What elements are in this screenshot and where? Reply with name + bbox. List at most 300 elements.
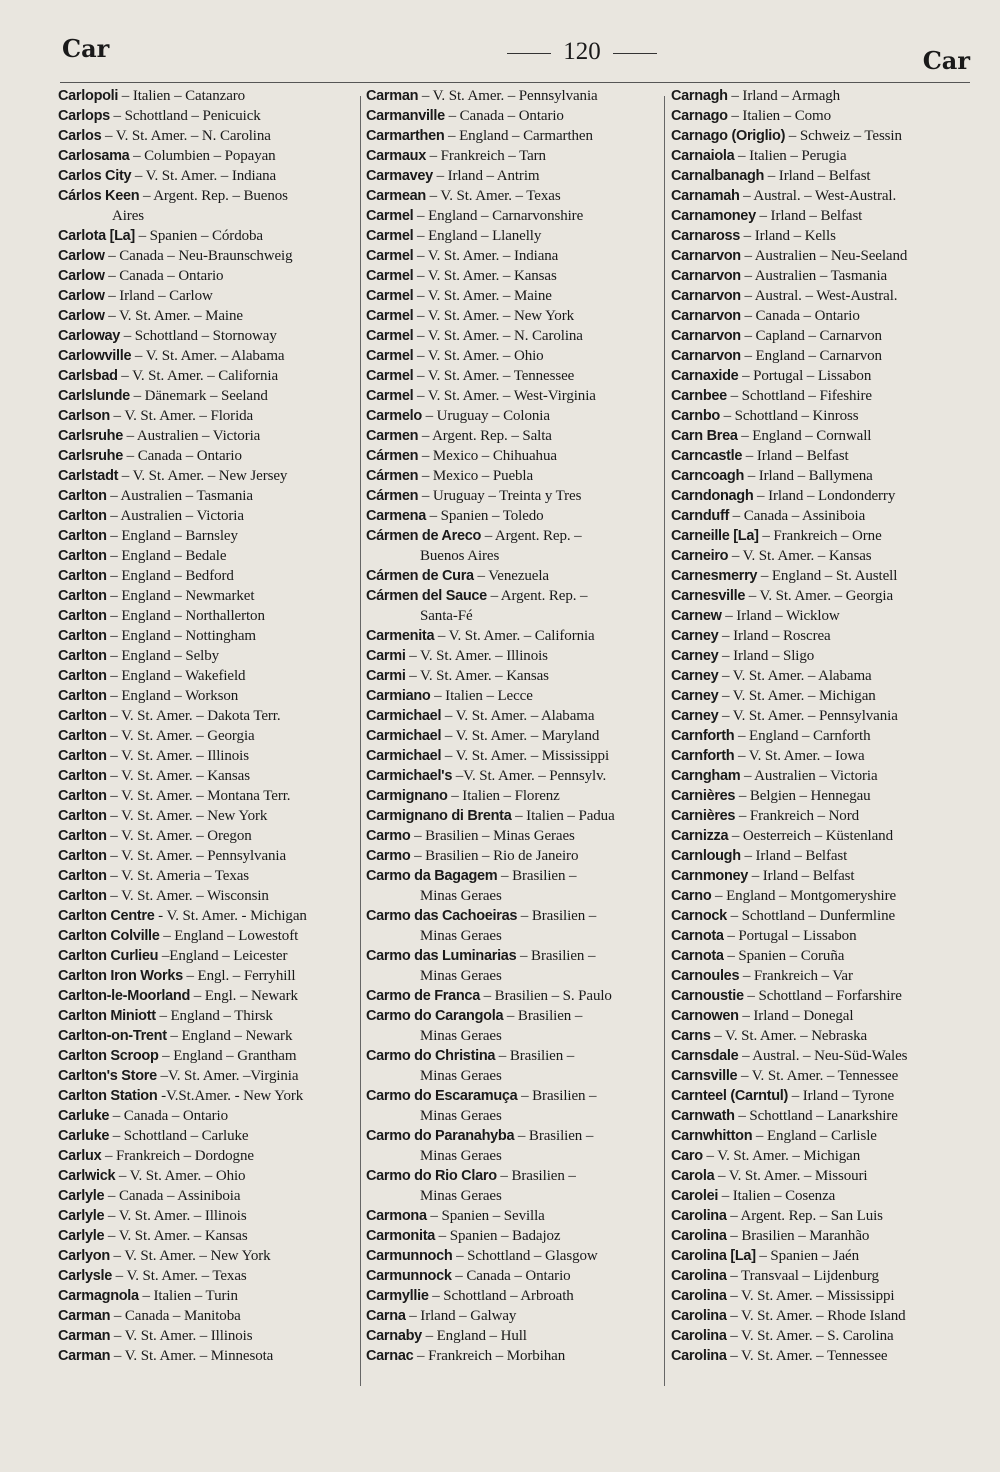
entry-place-name: Carolina [671,1288,727,1304]
gazetteer-entry [366,246,670,266]
entry-place-name: Carlow [58,308,105,324]
entry-location: – Italien – Cosenza [718,1188,836,1204]
gazetteer-entry [366,806,670,826]
entry-location: – Irland – Galway [405,1308,517,1324]
entry-location: – V. St. Amer. – Maine [413,288,552,304]
gazetteer-entry [671,306,975,326]
entry-place-name: Carnamah [671,188,740,204]
entry-place-name: Carlton [58,528,107,544]
entry-place-name: Carlton Centre [58,908,155,924]
entry-place-name: Carnmoney [671,868,749,884]
gazetteer-entry [366,486,670,506]
entry-place-name: Carnforth [671,748,735,764]
entry-location: – V. St. Amer. – Michigan [702,1148,861,1164]
entry-location: – Canada – Ontario [104,268,224,284]
gazetteer-entry [366,1166,670,1206]
entry-place-name: Carmo da Bagagem [366,868,498,884]
entry-location: – V. St. Amer. – Tennessee [413,368,575,384]
gazetteer-entry [58,446,362,466]
gazetteer-entry [671,1126,975,1146]
entry-place-name: Carmo das Cachoeiras [366,908,518,924]
gazetteer-entry [58,506,362,526]
entry-location: – Frankreich – Tarn [425,148,546,164]
entry-location: – V. St. Amer. – California [434,628,595,644]
gazetteer-entry [671,986,975,1006]
entry-location: – Irland – Armagh [727,88,841,104]
gazetteer-entry [58,606,362,626]
gazetteer-entry [58,366,362,386]
gazetteer-entry [366,1046,670,1086]
gazetteer-entry [58,1046,362,1066]
gazetteer-entry [366,826,670,846]
entry-location: – Brasilien – S. Paulo [479,988,612,1004]
entry-place-name: Carmel [366,388,414,404]
gazetteer-entry [58,1166,362,1186]
entry-location: – Portugal – Lissabon [738,368,872,384]
entry-place-name: Carndonagh [671,488,754,504]
gazetteer-entry [671,426,975,446]
entry-location: – Australien – Tasmania [106,488,253,504]
entry-place-name: Carmel [366,208,414,224]
entry-place-name: Carmo do Escaramuça [366,1088,518,1104]
entry-location: – England – Northallerton [106,608,265,624]
entry-location: – V. St. Amer. – Tennessee [737,1068,899,1084]
gazetteer-entry [58,706,362,726]
gazetteer-entry [366,666,670,686]
entry-location: – England – Hull [421,1328,527,1344]
gazetteer-entry [671,1226,975,1246]
entry-place-name: Carneiro [671,548,729,564]
entry-place-name: Carlton [58,548,107,564]
entry-location: – Schottland – Glasgow [452,1248,598,1264]
entry-place-name: Carlton [58,888,107,904]
entry-location: – V. St. Amer. – Kansas [728,548,872,564]
entry-location: – Uruguay – Treinta y Tres [418,488,582,504]
gazetteer-entry [671,386,975,406]
entry-location: – England – Nottingham [106,628,257,644]
entry-place-name: Carnteel (Carntul) [671,1088,789,1104]
gazetteer-entry [58,1226,362,1246]
entry-location: – Irland – Belfast [742,448,849,464]
gazetteer-entry [671,466,975,486]
entry-place-name: Caro [671,1148,703,1164]
entry-place-name: Carnaross [671,228,741,244]
gazetteer-entry [366,566,670,586]
gazetteer-entry [671,866,975,886]
gazetteer-entry [58,166,362,186]
gazetteer-entry [671,546,975,566]
entry-place-name: Cármen [366,468,419,484]
entry-place-name: Carnières [671,808,736,824]
gazetteer-entry [58,1066,362,1086]
entry-place-name: Carolina [671,1208,727,1224]
entry-place-name: Carmenita [366,628,435,644]
gazetteer-entry [366,1246,670,1266]
gazetteer-entry [58,866,362,886]
entry-location: – Irland – Wicklow [721,608,840,624]
gazetteer-entry [58,1306,362,1326]
entry-location: – V. St. Amer. – Wisconsin [106,888,269,904]
gazetteer-entry [366,586,670,626]
gazetteer-entry [671,926,975,946]
gazetteer-entry [58,926,362,946]
entry-place-name: Carns [671,1028,711,1044]
entry-place-name: Carlton [58,588,107,604]
entry-location: – Brasilien – [495,1048,575,1064]
entry-location: – Mexico – Chihuahua [418,448,557,464]
entry-location: – Spanien – Jaén [755,1248,860,1264]
entry-place-name: Carnaby [366,1328,422,1344]
entry-continuation: Aires [112,208,144,224]
entry-place-name: Carlyle [58,1228,105,1244]
entry-place-name: Carolina [671,1308,727,1324]
entry-place-name: Carmo [366,828,411,844]
entry-location: – Transvaal – Lijdenburg [726,1268,879,1284]
entry-place-name: Carnbo [671,408,720,424]
entry-column-3 [671,86,975,1366]
entry-place-name: Carlton [58,688,107,704]
entry-place-name: Carlton-le-Moorland [58,988,191,1004]
entry-location: – Argent. Rep. – Buenos [139,188,288,204]
entry-location: – Brasilien – Rio de Janeiro [410,848,579,864]
entry-place-name: Carno [671,888,712,904]
entry-place-name: Carmen [366,428,419,444]
gazetteer-entry [671,326,975,346]
entry-place-name: Carolina [671,1268,727,1284]
gazetteer-entry [671,1086,975,1106]
entry-location: – Irland – Roscrea [718,628,831,644]
entry-location: – Schottland – Dunfermline [726,908,896,924]
entry-place-name: Carlton [58,628,107,644]
entry-place-name: Carlton [58,708,107,724]
entry-place-name: Carlsruhe [58,428,123,444]
entry-place-name: Carnsville [671,1068,738,1084]
entry-location: – England – Carlisle [752,1128,877,1144]
entry-continuation: Minas Geraes [420,1148,502,1164]
entry-place-name: Carnarvon [671,268,741,284]
gazetteer-entry [671,626,975,646]
gazetteer-entry [671,366,975,386]
gazetteer-entry [366,906,670,946]
gazetteer-entry [58,746,362,766]
entry-place-name: Carlux [58,1148,102,1164]
gazetteer-entry [671,1146,975,1166]
entry-place-name: Carlos [58,128,102,144]
entry-place-name: Carlow [58,248,105,264]
gazetteer-entry [671,226,975,246]
gazetteer-entry [58,986,362,1006]
gazetteer-entry [671,446,975,466]
entry-location: – V. St. Amer. – Georgia [745,588,894,604]
gazetteer-entry [58,286,362,306]
gazetteer-entry [58,686,362,706]
entry-place-name: Carmi [366,668,406,684]
gazetteer-entry [671,266,975,286]
gazetteer-entry [366,1326,670,1346]
entry-location: – V. St. Amer. – Iowa [734,748,865,764]
gazetteer-entry [58,406,362,426]
entry-location: – Spanien – Toledo [425,508,544,524]
gazetteer-entry [366,1206,670,1226]
header-rule [60,82,970,83]
entry-place-name: Carmel [366,288,414,304]
entry-place-name: Carlton [58,868,107,884]
gazetteer-entry [58,946,362,966]
gazetteer-entry [671,606,975,626]
entry-place-name: Carnota [671,948,724,964]
entry-location: – V. St. Amer. – Ohio [413,348,544,364]
entry-continuation: Minas Geraes [420,1188,502,1204]
gazetteer-entry [366,426,670,446]
entry-place-name: Carlopoli [58,88,119,104]
entry-place-name: Cármen [366,488,419,504]
entry-place-name: Carmanville [366,108,445,124]
gazetteer-entry [58,1126,362,1146]
entry-place-name: Carlyon [58,1248,110,1264]
entry-continuation: Minas Geraes [420,1028,502,1044]
entry-continuation: Buenos Aires [420,548,500,564]
entry-location: – V. St. Amer. – Alabama [131,348,285,364]
entry-location: – Italien – Florenz [447,788,560,804]
entry-location: – Belgien – Hennegau [735,788,871,804]
gazetteer-entry [58,126,362,146]
entry-location: – Canada – Ontario [109,1108,228,1124]
entry-location: – V. St. Amer. – Texas [425,188,561,204]
entry-location: – V. St. Amer. – Pennsylvania [418,88,598,104]
entry-place-name: Carmel [366,308,414,324]
entry-place-name: Carncoagh [671,468,745,484]
entry-location: – Brasilien – Maranhão [726,1228,870,1244]
entry-place-name: Carmonita [366,1228,436,1244]
entry-place-name: Carmichael's [366,768,453,784]
entry-place-name: Carman [58,1348,111,1364]
entry-location: – Canada – Ontario [444,108,564,124]
gazetteer-entry [671,1026,975,1046]
entry-location: – England – Montgomeryshire [711,888,897,904]
entry-location: – V. St. Amer. – Illinois [106,748,249,764]
gazetteer-entry [58,906,362,926]
gazetteer-entry [58,1346,362,1366]
entry-place-name: Carman [58,1308,111,1324]
entry-location: – Irland – Ballymena [744,468,873,484]
entry-place-name: Carmo do Rio Claro [366,1168,497,1184]
gazetteer-entry [366,786,670,806]
entry-location: – V. St. Amer. – Alabama [441,708,595,724]
entry-place-name: Carlosama [58,148,130,164]
gazetteer-entry [58,1026,362,1046]
entry-location: – Canada – Assiniboia [104,1188,241,1204]
entry-location: – Argent. Rep. – [486,588,588,604]
entry-location: – V. St. Amer. – Ohio [115,1168,246,1184]
entry-location: – Uruguay – Colonia [421,408,550,424]
gazetteer-entry [671,706,975,726]
gazetteer-entry [366,186,670,206]
gazetteer-entry [671,646,975,666]
entry-place-name: Carnarvon [671,348,741,364]
entry-place-name: Carlyle [58,1208,105,1224]
gazetteer-entry [671,86,975,106]
gazetteer-entry [671,1066,975,1086]
entry-location: – England – Bedale [106,548,227,564]
entry-place-name: Carmel [366,368,414,384]
entry-place-name: Carnsdale [671,1048,739,1064]
entry-location: – Mexico – Puebla [418,468,534,484]
entry-place-name: Carloway [58,328,121,344]
entry-location: – Schottland – Penicuick [109,108,261,124]
entry-place-name: Carmarthen [366,128,445,144]
entry-place-name: Carmichael [366,728,442,744]
gazetteer-entry [671,506,975,526]
entry-location: – V. St. Amer. – West-Virginia [413,388,596,404]
entry-location: – V. St. Amer. – Illinois [104,1208,247,1224]
gazetteer-entry [366,146,670,166]
entry-location: – V. St. Amer. – S. Carolina [726,1328,894,1344]
entry-location: – Austral. – Neu-Süd-Wales [738,1048,908,1064]
gazetteer-entry [366,766,670,786]
entry-location: –England – Leicester [158,948,288,964]
entry-place-name: Carmel [366,348,414,364]
entry-location: – Venezuela [473,568,549,584]
entry-location: – England – Bedford [106,568,234,584]
entry-location: – Frankreich – Dordogne [101,1148,254,1164]
entry-location: – Schottland – Forfarshire [743,988,902,1004]
entry-place-name: Carngham [671,768,741,784]
entry-location: – Irland – Sligo [718,648,815,664]
entry-place-name: Carnbee [671,388,727,404]
gazetteer-entry [366,466,670,486]
entry-place-name: Carlops [58,108,110,124]
gazetteer-entry [366,326,670,346]
entry-place-name: Carncastle [671,448,743,464]
entry-place-name: Carnwhitton [671,1128,753,1144]
entry-place-name: Carnlough [671,848,741,864]
entry-location: – V. St. Amer. – Rhode Island [726,1308,906,1324]
gazetteer-entry [366,286,670,306]
gazetteer-entry [671,166,975,186]
gazetteer-entry [366,1286,670,1306]
gazetteer-entry [671,946,975,966]
gazetteer-entry [58,146,362,166]
gazetteer-entry [671,526,975,546]
entry-place-name: Carlton Iron Works [58,968,183,984]
entry-location: – V. St. Amer. – Kansas [413,268,557,284]
entry-location: – Italien – Como [727,108,832,124]
gazetteer-entry [671,566,975,586]
gazetteer-entry [366,126,670,146]
gazetteer-entry [671,846,975,866]
entry-location: – Australien – Neu-Seeland [740,248,908,264]
entry-place-name: Carnduff [671,508,730,524]
gazetteer-entry [58,966,362,986]
entry-location: – Brasilien – [497,868,577,884]
entry-location: – V. St. Amer. – Alabama [718,668,872,684]
gazetteer-entry [366,646,670,666]
entry-place-name: Carlton Miniott [58,1008,156,1024]
entry-place-name: Carluke [58,1108,110,1124]
gazetteer-entry [671,746,975,766]
gazetteer-entry [58,1326,362,1346]
entry-place-name: Carn Brea [671,428,738,444]
entry-location: – Irland – Belfast [764,168,871,184]
gazetteer-entry [58,1246,362,1266]
entry-location: – Australien – Victoria [740,768,878,784]
entry-place-name: Carlton Colville [58,928,160,944]
gazetteer-entry [58,186,362,226]
entry-location: – Engl. – Ferryhill [182,968,296,984]
gazetteer-entry [366,386,670,406]
entry-location: –V. St. Amer. – Pennsylv. [452,768,607,784]
gazetteer-entry [671,766,975,786]
entry-location: – Brasilien – [517,908,597,924]
entry-place-name: Carolina [La] [671,1248,756,1264]
entry-location: – V. St. Amer. – California [117,368,279,384]
entry-place-name: Carman [366,88,419,104]
entry-location: – V. St. Amer. – New Jersey [118,468,288,484]
gazetteer-entry [671,406,975,426]
entry-place-name: Carmyllie [366,1288,429,1304]
entry-place-name: Carlos City [58,168,132,184]
gazetteer-entry [58,386,362,406]
gazetteer-entry [366,346,670,366]
entry-place-name: Carmavey [366,168,433,184]
entry-place-name: Carlton [58,668,107,684]
gazetteer-entry [671,1206,975,1226]
entry-continuation: Santa-Fé [420,608,473,624]
entry-location: – Schottland – Carluke [109,1128,249,1144]
entry-place-name: Carmo das Luminarias [366,948,517,964]
entry-place-name: Cármen de Cura [366,568,474,584]
entry-place-name: Carnoules [671,968,740,984]
entry-location: – England – Thirsk [155,1008,273,1024]
entry-place-name: Carlwick [58,1168,116,1184]
entry-place-name: Carnew [671,608,722,624]
gazetteer-entry [58,1186,362,1206]
gazetteer-entry [58,726,362,746]
gazetteer-entry [366,946,670,986]
entry-place-name: Carlstadt [58,468,119,484]
entry-location: – Frankreich – Var [739,968,853,984]
entry-place-name: Carmo do Christina [366,1048,496,1064]
entry-continuation: Minas Geraes [420,888,502,904]
gazetteer-entry [58,826,362,846]
entry-location: – Capland – Carnarvon [740,328,882,344]
entry-location: – Canada – Neu-Braunschweig [104,248,293,264]
entry-place-name: Carmelo [366,408,422,424]
entry-place-name: Carney [671,648,719,664]
gazetteer-entry [58,1266,362,1286]
entry-location: – V. St. Amer. – Florida [109,408,254,424]
entry-place-name: Carnoustie [671,988,744,1004]
entry-location: – Schottland – Stornoway [120,328,277,344]
entry-place-name: Carney [671,628,719,644]
gazetteer-entry [671,486,975,506]
gazetteer-entry [58,466,362,486]
gazetteer-entry [671,1166,975,1186]
gazetteer-entry [58,646,362,666]
entry-place-name: Carlton [58,568,107,584]
entry-location: – Irland – Londonderry [753,488,896,504]
gazetteer-entry [58,806,362,826]
entry-place-name: Carmel [366,228,414,244]
entry-place-name: Carmel [366,268,414,284]
entry-location: – V. St. Amer. – Kansas [405,668,549,684]
gazetteer-entry [366,166,670,186]
gazetteer-entry [58,1086,362,1106]
entry-location: -V.St.Amer. - New York [157,1088,304,1104]
entry-place-name: Carnarvon [671,328,741,344]
entry-location: – V. St. Amer. – Maryland [441,728,600,744]
entry-place-name: Carlowville [58,348,132,364]
